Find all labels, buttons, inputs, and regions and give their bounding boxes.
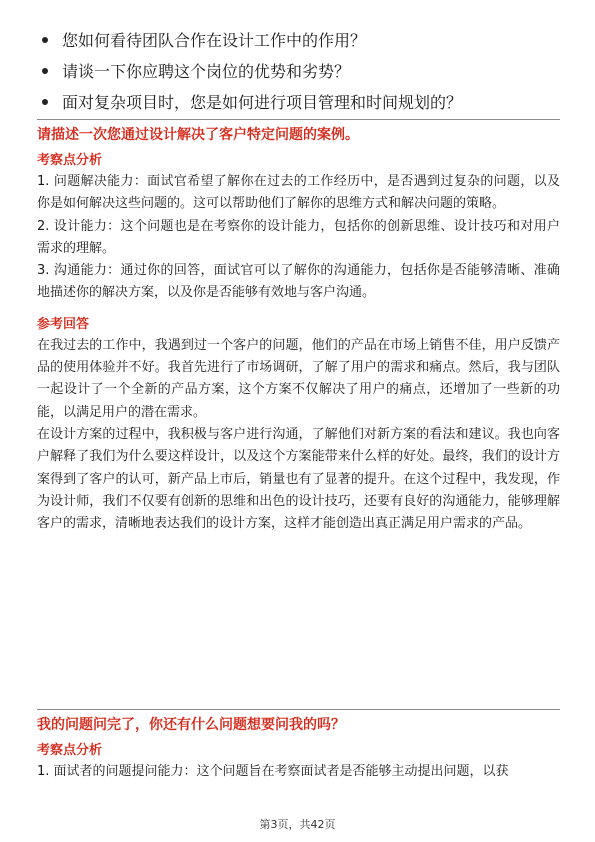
question-title: 我的问题问完了，你还有什么问题想要问我的吗？ — [37, 717, 345, 733]
analysis-paragraph: 1. 问题解决能力：面试官希望了解你在过去的工作经历中，是否遇到过复杂的问题，以及你是如何解决这些问题的。这可以帮助他们了解你的思维方式和解决问题的策略。 — [37, 174, 560, 212]
bullet-item — [42, 55, 562, 86]
bullet-list — [42, 24, 562, 117]
bullet-dot-icon — [42, 37, 48, 43]
analysis-paragraph: 3. 沟通能力：通过你的回答，面试官可以了解你的沟通能力，包括你是否能够清晰、准确地描述你的解决方案，以及你是否能够有效地与客户沟通。 — [37, 263, 560, 301]
question-section-2 — [37, 715, 560, 783]
answer-heading: 参考回答 — [37, 316, 90, 332]
section-divider — [37, 119, 560, 120]
analysis-heading: 考察点分析 — [37, 153, 103, 168]
bullet-item — [42, 24, 562, 55]
section-divider — [37, 709, 560, 710]
page-number: 第3页，共42页 — [259, 818, 336, 831]
bullet-text: 请谈一下你应聘这个岗位的优势和劣势？ — [62, 62, 351, 81]
analysis-paragraph: 1. 面试者的问题提问能力：这个问题旨在考察面试者是否能够主动提出问题，以获 — [37, 764, 509, 779]
analysis-heading: 考察点分析 — [37, 743, 103, 758]
bullet-text: 您如何看待团队合作在设计工作中的作用？ — [62, 31, 367, 50]
question-section-1 — [37, 125, 560, 535]
bullet-dot-icon — [42, 99, 48, 105]
bullet-item — [42, 86, 562, 117]
bullet-text: 面对复杂项目时，您是如何进行项目管理和时间规划的？ — [62, 93, 463, 112]
bullet-dot-icon — [42, 68, 48, 74]
analysis-paragraph: 2. 设计能力：这个问题也是在考察你的设计能力，包括你的创新思维、设计技巧和对用户需求的理解。 — [37, 218, 560, 256]
question-title: 请描述一次您通过设计解决了客户特定问题的案例。 — [37, 127, 359, 143]
answer-paragraph: 在设计方案的过程中，我积极与客户进行沟通，了解他们对新方案的看法和建议。我也向客户解释了我们为什么要这样设计，以及这个方案能带来什么样的好处。最终，我们的设计方案得到了客户的认可，新产品上市后，销量也有了显著的提升。在这个过程中，我发现，作为设计师，我们不仅要有创新的思维和出色的设计技巧，还要有良好的沟通能力，能够理解客户的需求，清晰地表达我们的设计方案，这样才能创造出真正满足用户需求的产品。 — [37, 426, 560, 532]
answer-paragraph: 在我过去的工作中，我遇到过一个客户的问题，他们的产品在市场上销售不佳，用户反馈产品的使用体验并不好。我首先进行了市场调研，了解了用户的需求和痛点。然后，我与团队一起设计了一个全新的产品方案，这个方案不仅解决了用户的痛点，还增加了一些新的功能，以满足用户的潜在需求。 — [37, 337, 560, 420]
